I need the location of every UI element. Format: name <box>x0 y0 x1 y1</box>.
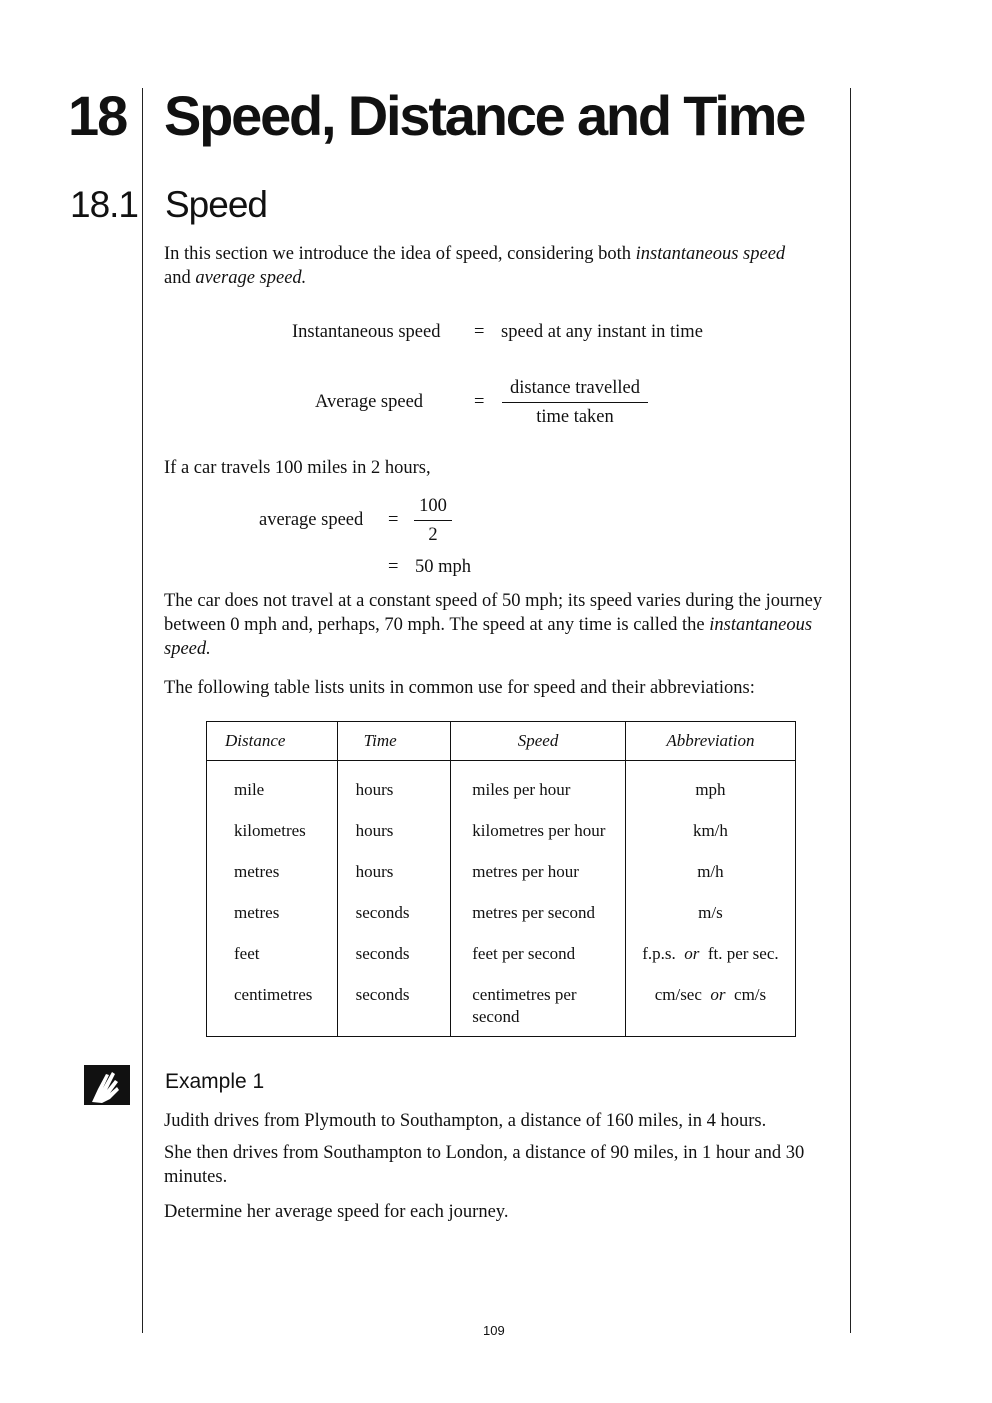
header-abbreviation: Abbreviation <box>625 722 795 761</box>
table-cell: metres per second <box>472 903 595 922</box>
car-numerator: 100 <box>414 494 452 521</box>
table-body <box>207 761 796 1037</box>
paragraph2-italic: instantaneous speed. <box>164 615 813 659</box>
instantaneous-lhs: Instantaneous speed <box>292 322 441 342</box>
or-connector: or <box>710 985 726 1004</box>
table-cell: hours <box>355 821 394 840</box>
table-cell: cm/sec or cm/s <box>654 985 767 1004</box>
car-denominator: 2 <box>428 525 438 545</box>
average-lhs: Average speed <box>315 392 424 412</box>
intro-and: and <box>164 268 196 288</box>
table-cell: mph <box>695 780 726 799</box>
table-cell: seconds <box>355 985 410 1004</box>
left-margin-rule <box>142 88 143 1333</box>
hand-icon <box>84 1065 130 1105</box>
fraction-numerator: distance travelled <box>502 376 648 403</box>
table-cell: kilometres <box>234 821 306 840</box>
table-header-row <box>207 722 796 761</box>
table-cell: centimetres per second <box>472 985 577 1026</box>
speed-units-table <box>206 721 796 1037</box>
right-margin-rule <box>850 88 851 1333</box>
intro-italic-instantaneous: instantaneous speed <box>635 244 786 264</box>
car-fraction <box>414 494 452 547</box>
car-equals-1: = <box>388 510 399 530</box>
example-line-2: She then drives from Southampton to London, a distance of 90 miles, in 1 hour and 30 minutes. <box>164 1143 805 1187</box>
paragraph2-text: The car does not travel at a constant speed of 50 mph; its speed varies during the journey between 0 mph and, perhaps, 70 mph. The speed at any time is called the <box>164 591 823 635</box>
intro-text: In this section we introduce the idea of speed, considering both <box>164 244 636 264</box>
section-number: 18.1 <box>70 184 139 225</box>
column-speed <box>451 761 626 1037</box>
header-distance: Distance <box>207 722 338 761</box>
example-line-1: Judith drives from Plymouth to Southampton, a distance of 160 miles, in 4 hours. <box>164 1111 767 1131</box>
intro-paragraph <box>164 242 844 290</box>
car-result: 50 mph <box>415 557 472 577</box>
page-number: 109 <box>483 1323 505 1338</box>
or-connector: or <box>684 944 700 963</box>
header-speed: Speed <box>451 722 626 761</box>
fraction-denominator: time taken <box>536 407 614 427</box>
car-example-intro: If a car travels 100 miles in 2 hours, <box>164 458 431 478</box>
table-cell: m/s <box>698 903 723 922</box>
section-title: Speed <box>165 184 267 225</box>
table-cell: m/h <box>697 862 724 881</box>
car-avg-speed-lhs: average speed <box>259 510 364 530</box>
car-equals-2: = <box>388 557 399 577</box>
table-cell: kilometres per hour <box>472 821 606 840</box>
average-fraction <box>502 376 648 429</box>
table-cell: metres per hour <box>472 862 579 881</box>
table-cell: mile <box>234 780 265 799</box>
example-title: Example 1 <box>165 1070 265 1093</box>
table-intro: The following table lists units in common use for speed and their abbreviations: <box>164 678 755 698</box>
table-cell: seconds <box>355 903 410 922</box>
table-cell: feet <box>234 944 260 963</box>
chapter-title: Speed, Distance and Time <box>164 84 805 147</box>
table-cell: metres <box>234 862 280 881</box>
column-distance <box>207 761 338 1037</box>
column-abbreviation <box>625 761 795 1037</box>
intro-italic-average: average speed. <box>195 268 307 288</box>
table-cell: miles per hour <box>472 780 571 799</box>
column-time <box>337 761 451 1037</box>
table-cell: hours <box>355 862 394 881</box>
table-cell: seconds <box>355 944 410 963</box>
table-cell: metres <box>234 903 280 922</box>
instantaneous-equals: = <box>474 322 485 342</box>
chapter-number: 18 <box>68 84 127 147</box>
paragraph-instantaneous <box>164 589 844 661</box>
table-cell: km/h <box>692 821 728 840</box>
table-cell: centimetres <box>234 985 313 1004</box>
average-equals: = <box>474 392 485 412</box>
instantaneous-rhs: speed at any instant in time <box>501 322 703 342</box>
header-time: Time <box>337 722 451 761</box>
table-cell: f.p.s. or ft. per sec. <box>642 944 779 963</box>
example-line-3: Determine her average speed for each journey. <box>164 1202 509 1222</box>
table-cell: hours <box>355 780 394 799</box>
table-cell: feet per second <box>472 944 576 963</box>
